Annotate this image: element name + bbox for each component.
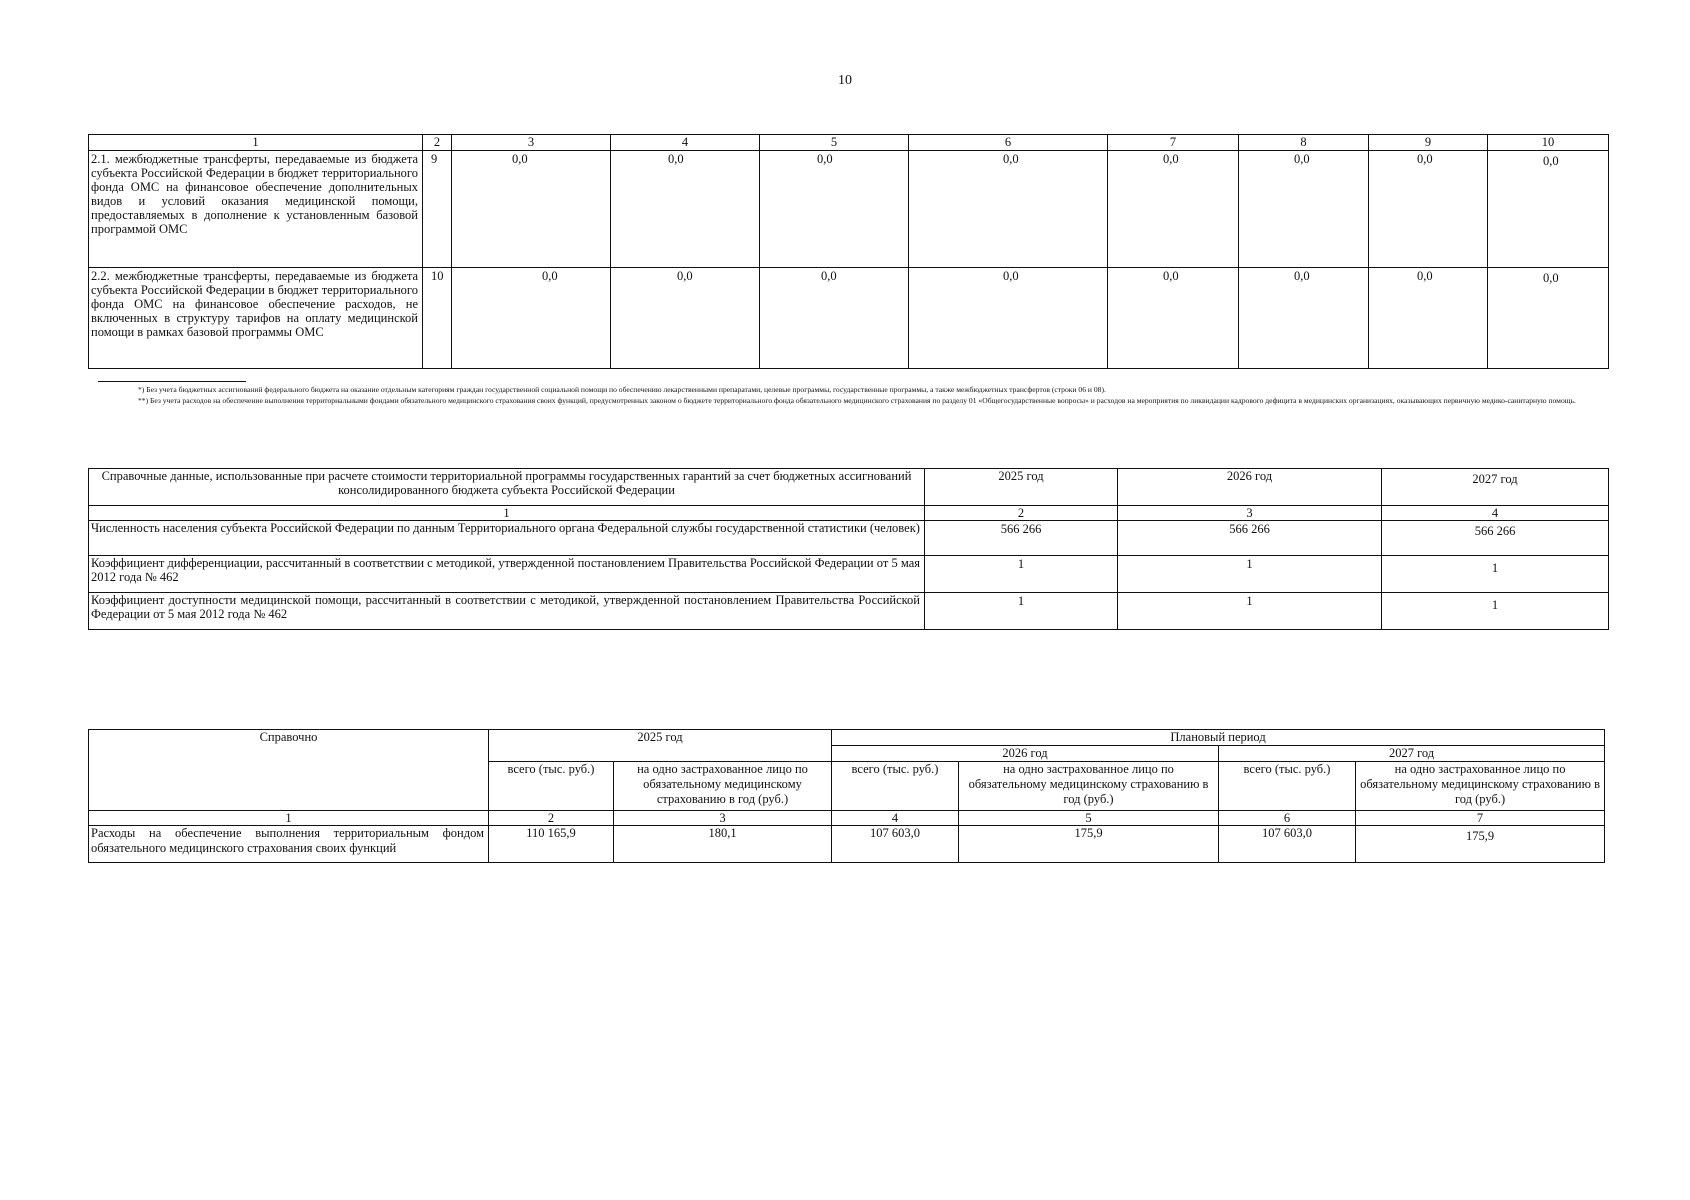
cell-value: 566 266 bbox=[1118, 521, 1382, 556]
page-number: 10 bbox=[838, 73, 852, 88]
footnote-divider bbox=[98, 381, 246, 382]
table-row bbox=[89, 268, 1609, 369]
cell-value: 107 603,0 bbox=[1219, 826, 1356, 863]
table-row bbox=[89, 593, 1609, 630]
column-number: 1 bbox=[89, 811, 489, 826]
column-number: 3 bbox=[1118, 506, 1382, 521]
table-row bbox=[89, 556, 1609, 593]
cell-value: 0,0 bbox=[452, 268, 611, 369]
column-number: 3 bbox=[452, 135, 611, 151]
table-header-row bbox=[89, 135, 1609, 151]
cell-value: 0,0 bbox=[1239, 268, 1369, 369]
table-header-row bbox=[89, 469, 1609, 506]
cell-value: 1 bbox=[1382, 556, 1609, 593]
transfers-table bbox=[88, 134, 1609, 369]
column-number: 1 bbox=[89, 135, 423, 151]
cell-value: 0,0 bbox=[1488, 268, 1609, 369]
cell-value: 0,0 bbox=[1369, 151, 1488, 268]
cell-value: 107 603,0 bbox=[832, 826, 959, 863]
cell-value: 1 bbox=[925, 556, 1118, 593]
column-number: 2 bbox=[925, 506, 1118, 521]
cell-value: 0,0 bbox=[1488, 151, 1609, 268]
header-per-person: на одно застрахованное лицо по обязательному медицинскому страхованию в год (руб.) bbox=[1356, 762, 1605, 811]
column-number: 10 bbox=[1488, 135, 1609, 151]
header-year-2026: 2026 год bbox=[832, 746, 1219, 762]
cell-value: 0,0 bbox=[909, 268, 1108, 369]
footnote-2: **) Без учета расходов на обеспечение выполнения территориальными фондами обязательного медицинского страхования своих функций, предусмотренных законом о бюджете территориального фонда обязательного медицинского страхования по разделу 01 «Общегосударственные вопросы» и расходов на мероприятия по ликвидации кадрового дефицита в медицинских организациях, оказывающих первичную медико-санитарную помощь. bbox=[138, 396, 1576, 405]
header-year-2027: 2027 год bbox=[1219, 746, 1605, 762]
cell-value: 110 165,9 bbox=[489, 826, 614, 863]
row-code: 9 bbox=[423, 151, 452, 268]
cell-value: 566 266 bbox=[1382, 521, 1609, 556]
header-year: 2027 год bbox=[1382, 469, 1609, 506]
cell-value: 1 bbox=[925, 593, 1118, 630]
row-label: Коэффициент дифференциации, рассчитанный в соответствии с методикой, утвержденной постановлением Правительства Российской Федерации от 5 мая 2012 года № 462 bbox=[89, 556, 925, 593]
column-number: 4 bbox=[611, 135, 760, 151]
header-year: 2025 год bbox=[925, 469, 1118, 506]
cell-value: 0,0 bbox=[760, 268, 909, 369]
table-row bbox=[89, 521, 1609, 556]
header-per-person: на одно застрахованное лицо по обязательному медицинскому страхованию в год (руб.) bbox=[959, 762, 1219, 811]
header-total: всего (тыс. руб.) bbox=[489, 762, 614, 811]
cell-value: 0,0 bbox=[760, 151, 909, 268]
cell-value: 1 bbox=[1118, 593, 1382, 630]
row-label: Коэффициент доступности медицинской помощи, рассчитанный в соответствии с методикой, утвержденной постановлением Правительства Российской Федерации от 5 мая 2012 года № 462 bbox=[89, 593, 925, 630]
row-label-line: Численность населения субъекта Российской Федерации по данным Территориального органа Федеральной службы государственной статистики (человек) bbox=[91, 521, 920, 535]
column-number: 1 bbox=[89, 506, 925, 521]
column-number: 2 bbox=[489, 811, 614, 826]
column-number: 4 bbox=[832, 811, 959, 826]
footnote-1: *) Без учета бюджетных ассигнований федерального бюджета на оказание отдельным категориям граждан государственной социальной помощи по обеспечению лекарственными препаратами, целевые программы, государственные программы, а также межбюджетных трансфертов (строки 06 и 08). bbox=[138, 385, 1106, 394]
column-number: 3 bbox=[614, 811, 832, 826]
cell-value: 1 bbox=[1382, 593, 1609, 630]
table-row bbox=[89, 151, 1609, 268]
header-planned-period: Плановый период bbox=[832, 730, 1605, 746]
cell-value: 175,9 bbox=[1356, 826, 1605, 863]
column-number: 2 bbox=[423, 135, 452, 151]
header-per-person: на одно застрахованное лицо по обязательному медицинскому страхованию в год (руб.) bbox=[614, 762, 832, 811]
column-numbers-row bbox=[89, 506, 1609, 521]
footnotes bbox=[98, 384, 1606, 406]
cell-value: 0,0 bbox=[611, 151, 760, 268]
cell-value: 566 266 bbox=[925, 521, 1118, 556]
header-total: всего (тыс. руб.) bbox=[1219, 762, 1356, 811]
column-number: 5 bbox=[760, 135, 909, 151]
cell-value: 1 bbox=[1118, 556, 1382, 593]
header-year: 2026 год bbox=[1118, 469, 1382, 506]
column-number: 8 bbox=[1239, 135, 1369, 151]
column-number: 6 bbox=[909, 135, 1108, 151]
table-header-row bbox=[89, 730, 1605, 746]
column-number: 6 bbox=[1219, 811, 1356, 826]
cell-value: 0,0 bbox=[611, 268, 760, 369]
table-row bbox=[89, 826, 1605, 863]
column-number: 7 bbox=[1108, 135, 1239, 151]
column-number: 4 bbox=[1382, 506, 1609, 521]
header-description: Справочные данные, использованные при расчете стоимости территориальной программы государственных гарантий за счет бюджетных ассигнований консолидированного бюджета субъекта Российской Федерации bbox=[89, 469, 925, 506]
cell-value: 0,0 bbox=[1239, 151, 1369, 268]
row-label: 2.2. межбюджетные трансферты, передаваемые из бюджета субъекта Российской Федерации в бюджет территориального фонда ОМС на финансовое обеспечение расходов, не включенных в структуру тарифов на оплату медицинской помощи в рамках базовой программы ОМС bbox=[89, 268, 423, 369]
column-numbers-row bbox=[89, 811, 1605, 826]
cell-value: 0,0 bbox=[1369, 268, 1488, 369]
cell-value: 0,0 bbox=[1108, 268, 1239, 369]
row-label bbox=[89, 521, 925, 556]
cell-value: 0,0 bbox=[1108, 151, 1239, 268]
row-label: 2.1. межбюджетные трансферты, передаваемые из бюджета субъекта Российской Федерации в бюджет территориального фонда ОМС на финансовое обеспечение дополнительных видов и условий оказания медицинской помощи, предоставляемых в дополнение к установленным базовой программой ОМС bbox=[89, 151, 423, 268]
header-reference: Справочно bbox=[89, 730, 489, 811]
header-total: всего (тыс. руб.) bbox=[832, 762, 959, 811]
fund-expenses-table bbox=[88, 729, 1605, 863]
cell-value: 0,0 bbox=[452, 151, 611, 268]
cell-value: 0,0 bbox=[909, 151, 1108, 268]
column-number: 9 bbox=[1369, 135, 1488, 151]
cell-value: 175,9 bbox=[959, 826, 1219, 863]
column-number: 7 bbox=[1356, 811, 1605, 826]
row-label: Расходы на обеспечение выполнения территориальным фондом обязательного медицинского страхования своих функций bbox=[89, 826, 489, 863]
header-year-2025: 2025 год bbox=[489, 730, 832, 762]
cell-value: 180,1 bbox=[614, 826, 832, 863]
reference-data-table bbox=[88, 468, 1609, 630]
row-code: 10 bbox=[423, 268, 452, 369]
column-number: 5 bbox=[959, 811, 1219, 826]
